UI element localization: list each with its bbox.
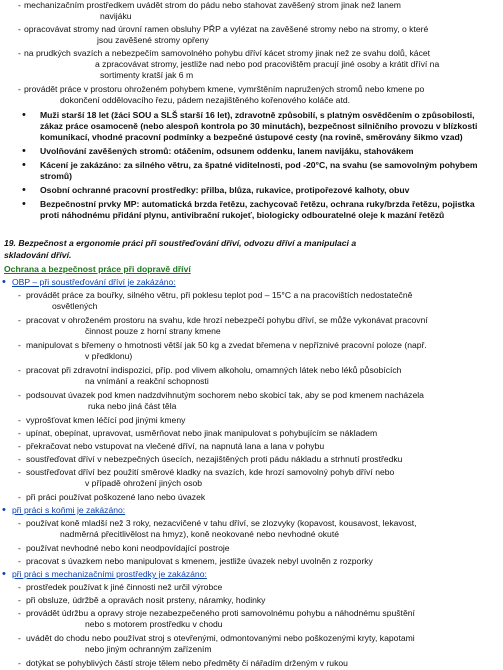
text-line: osvětlených: [52, 301, 98, 311]
dash-marker: -: [18, 633, 21, 643]
text-line: zákaz práce osamoceně (nebo alespoň kontrola po 30 minutách), bezpečnost silničního provozu v blízkosti: [40, 121, 478, 131]
dash-marker: -: [18, 543, 21, 553]
text-line: na vnímání a reakční schopnosti: [85, 376, 209, 386]
dash-marker: -: [18, 441, 21, 451]
text-line: sortimenty kratší jak 6 m: [100, 70, 194, 80]
text-line: nebo s motorem prostředku v chodu: [85, 619, 223, 629]
text-line: manipulovat s břemeny o hmotnosti větší jak 50 kg a zvedat břemena v nepříznivé pracovní poloze (např.: [26, 340, 427, 350]
text-line: na prudkých svazích a nebezpečím samovolného pohybu dříví kácet stromy jinak než ze svahu dolů, kácet: [24, 48, 431, 58]
bullet-icon: •: [22, 198, 26, 210]
dash-marker: -: [18, 492, 21, 502]
text-line: vyprošťovat kmen léčící pod jinými kmeny: [26, 415, 186, 425]
dash-marker: -: [18, 24, 21, 34]
text-line: komunikací, vhodné pracovní podmínky a bezpečné ústupové cesty (na rovině, směrovány šikmo vzad): [40, 132, 463, 142]
text-line: činnost pouze z horní strany kmene: [85, 326, 221, 336]
text-line: pracovat při zdravotní indispozici, příp. pod vlivem alkoholu, omamných látek nebo léků působících: [26, 365, 402, 375]
dash-marker: -: [18, 315, 21, 325]
text-line: provádět práce v prostoru ohroženém pohybem kmene, vymrštěním napružených stromů nebo kmene po: [24, 84, 425, 94]
text-line: nebo jiným ochranným zařízením: [85, 644, 212, 654]
list-heading: při práci s mechanizačními prostředky je zakázáno:: [12, 569, 207, 579]
text-line: jsou zavěšené stromy opřeny: [97, 35, 209, 45]
text-line: Kácení je zakázáno: za silného větru, za špatné viditelnosti, pod -20°C, na svahu (se samovolným pohybem: [40, 160, 478, 170]
dash-marker: -: [18, 0, 21, 10]
text-line: nadměrná přecitlivělost na hmyz), koně neokované nebo nevhodné okuté: [60, 529, 339, 539]
dash-marker: -: [18, 415, 21, 425]
text-line: překračovat nebo vstupovat na vlečené dříví, na napnutá lana a lana v pohybu: [26, 441, 325, 451]
text-line: pracovat v ohroženém prostoru na svahu, kde hrozí nebezpečí pohybu dříví, se může vykonávat pracovní: [26, 315, 428, 325]
dash-marker: -: [18, 454, 21, 464]
bullet-icon: •: [2, 276, 6, 288]
bullet-icon: •: [22, 145, 26, 157]
dash-marker: -: [18, 48, 21, 58]
subsection-title: Ochrana a bezpečnost práce při dopravě dříví: [4, 264, 191, 274]
dash-marker: -: [18, 595, 21, 605]
text-line: a zpracovávat stromy, jestliže nad nebo pod pracovištěm pracují jiné osoby a krátit dříví na: [95, 59, 440, 69]
bullet-icon: •: [2, 504, 6, 516]
section-heading: skladování dříví.: [4, 250, 72, 260]
text-line: stromů): [40, 171, 72, 181]
text-line: při práci používat poškozené lano nebo úvazek: [26, 492, 206, 502]
text-line: Osobní ochranné pracovní prostředky: přilba, blůza, rukavice, protipořezové kalhoty, obuv: [40, 185, 410, 195]
text-line: upínat, obepínat, upravovat, usměrňovat nebo jinak manipulovat s pohybujícím se nákladem: [26, 428, 378, 438]
bullet-icon: •: [2, 568, 6, 580]
text-line: prostředek používat k jiné činnosti než určil výrobce: [26, 582, 223, 592]
list-heading: při práci s koňmi je zakázáno:: [12, 505, 126, 515]
text-line: soustřeďovat dříví bez použití směrové kladky na svazích, kde hrozí samovolný pohyb dříví nebo: [26, 467, 395, 477]
text-line: používat koně mladší než 3 roky, nezacvičené v tahu dříví, se zlozvyky (kopavost, kousavost, lekavost,: [26, 518, 417, 528]
text-line: dotýkat se pohyblivých částí stroje tělem nebo předměty či nářadím drženým v rukou: [26, 658, 348, 668]
text-line: proti náhodnému přidání plynu, antivibrační rukojeť, biologicky odbouratelné oleje k mazání řetězů: [40, 210, 445, 220]
text-line: Muži starší 18 let (žáci SOU a SLŠ starší 16 let), zdravotně způsobilí, s platným osvědčením o způsobilosti,: [40, 110, 475, 120]
text-line: Uvolňování zavěšených stromů: otáčením, odsunem oddenku, lanem navijáku, stahovákem: [40, 146, 414, 156]
dash-marker: -: [18, 556, 21, 566]
bullet-icon: •: [22, 159, 26, 171]
text-line: v případě ohrožení jiných osob: [85, 478, 203, 488]
dash-marker: -: [18, 390, 21, 400]
list-heading: OBP – při soustřeďování dříví je zakázáno:: [12, 277, 176, 287]
dash-marker: -: [18, 340, 21, 350]
text-line: při obsluze, údržbě a opravách nosit prsteny, náramky, hodinky: [26, 595, 266, 605]
text-line: navijáku: [100, 11, 132, 21]
bullet-icon: •: [22, 109, 26, 121]
dash-marker: -: [18, 365, 21, 375]
text-line: ruka nebo jiná část těla: [88, 401, 177, 411]
text-line: provádět údržbu a opravy stroje nezabezpečeného proti samovolnému pohybu a náhodnému spuštění: [26, 608, 415, 618]
dash-marker: -: [18, 518, 21, 528]
bullet-icon: •: [22, 184, 26, 196]
section-heading: 19. Bezpečnost a ergonomie práci při soustřeďování dříví, odvozu dříví a manipulaci a: [4, 238, 357, 248]
dash-marker: -: [18, 658, 21, 668]
text-line: opracovávat stromy nad úrovní ramen obsluhy PŘP a vylézat na zavěšené stromy nebo na stromy, o které: [24, 24, 429, 34]
text-line: Bezpečnostní prvky MP: automatická brzda řetězu, zachycovač řetězu, ochrana ruky/brzda řetězu, pojistka: [40, 199, 475, 209]
dash-marker: -: [18, 467, 21, 477]
dash-marker: -: [18, 608, 21, 618]
text-line: používat nevhodné nebo koni neodpovídající postroje: [26, 543, 230, 553]
text-line: v předklonu): [85, 351, 133, 361]
dash-marker: -: [18, 582, 21, 592]
dash-marker: -: [18, 84, 21, 94]
text-line: uvádět do chodu nebo používat stroj s otevřenými, odmontovanými nebo poškozenými kryty, kapotami: [26, 633, 415, 643]
text-line: provádět práce za bouřky, silného větru, při poklesu teplot pod – 15°C a na pracovištích nedostatečně: [26, 290, 413, 300]
text-line: pracovat s úvazkem nebo manipulovat s kmenem, jestliže úvazek nebyl uvolněn z rozporky: [26, 556, 373, 566]
dash-marker: -: [18, 290, 21, 300]
text-line: mechanizačním prostředkem uvádět strom do pádu nebo stahovat zavěšený strom jinak než lanem: [24, 0, 401, 10]
dash-marker: -: [18, 428, 21, 438]
text-line: dokončení oddělovacího řezu, pádem nezajištěného kořenového koláče atd.: [60, 95, 351, 105]
text-line: podsouvat úvazek pod kmen nadzdvihnutým sochorem nebo skobicí tak, aby se pod kmenem nacházela: [26, 390, 424, 400]
text-line: soustřeďovat dříví v nebezpečných úsecích, nezajištěných proti pádu nákladu a strhnutí prostředku: [26, 454, 403, 464]
